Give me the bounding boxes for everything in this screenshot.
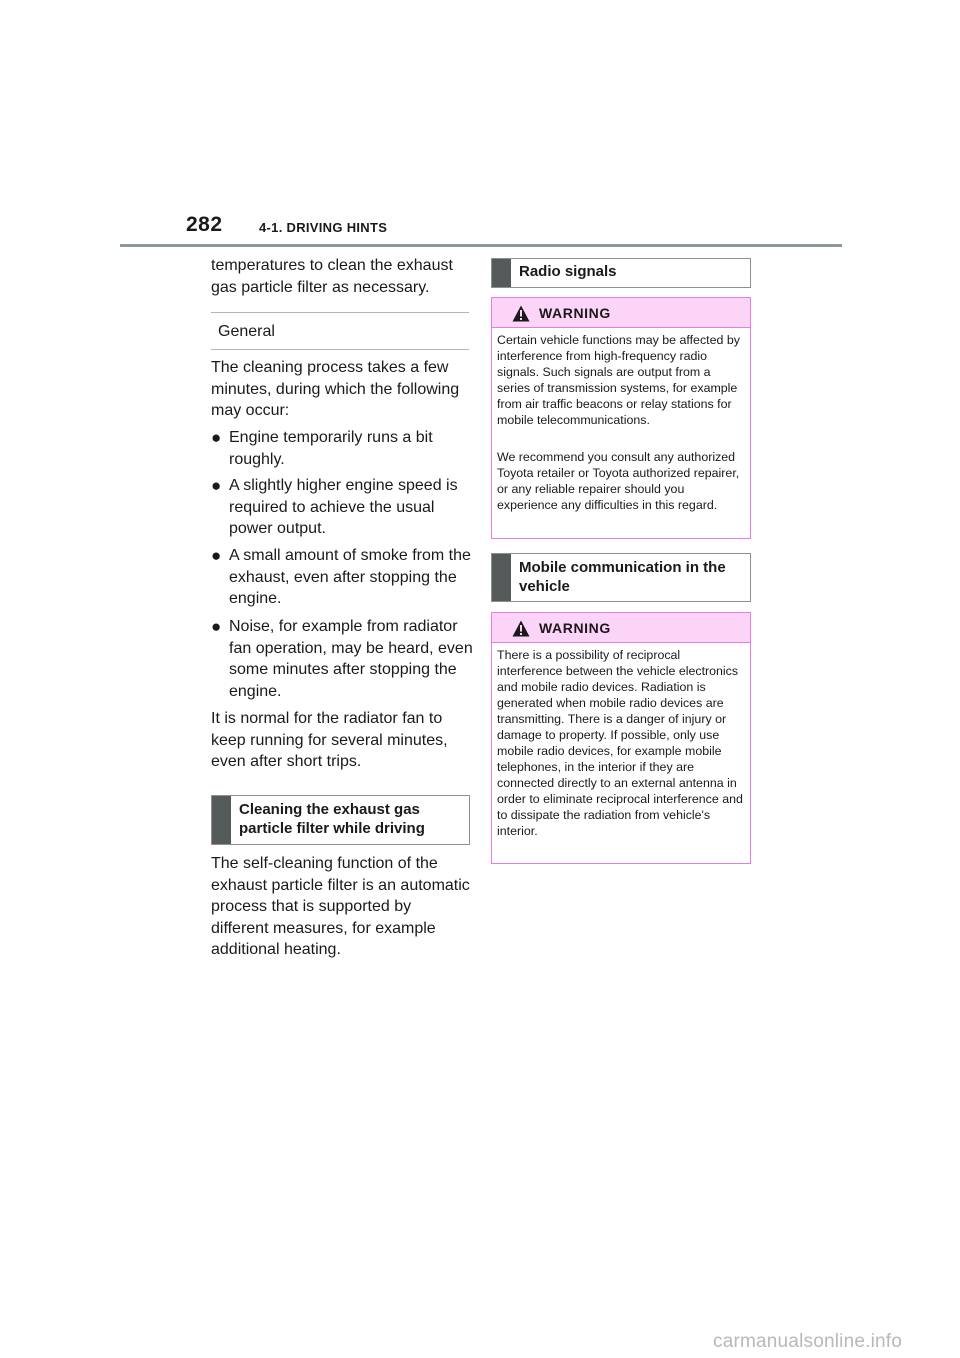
heading-accent-bar xyxy=(212,796,231,844)
bullet-text: A small amount of smoke from the exhaust, even after stopping the engine. xyxy=(229,547,471,607)
warning-header xyxy=(492,298,750,328)
header-divider xyxy=(120,244,842,247)
bullet-item xyxy=(211,616,473,704)
bullet-text: Noise, for example from radiator fan operation, may be heard, even some minutes after stopping the engine. xyxy=(229,618,473,700)
general-subheading-label: General xyxy=(218,323,275,340)
bullet-icon: ● xyxy=(211,476,222,495)
warning-title: WARNING xyxy=(539,620,611,636)
cleaning-while-driving-heading xyxy=(211,795,470,845)
mobile-warning-box xyxy=(491,612,751,864)
bullet-text: A slightly higher engine speed is required to achieve the usual power output. xyxy=(229,477,458,537)
bullet-item xyxy=(211,475,473,541)
heading-label: Mobile communication in the vehicle xyxy=(519,559,726,595)
section-title: 4-1. DRIVING HINTS xyxy=(259,220,388,235)
bullet-text: Engine temporarily runs a bit roughly. xyxy=(229,429,433,468)
page-number: 282 xyxy=(186,213,223,236)
bullet-item xyxy=(211,545,473,611)
radio-warning-box xyxy=(491,297,751,539)
warning-header xyxy=(492,613,750,643)
intro-paragraph: temperatures to clean the exhaust gas particle filter as necessary. xyxy=(211,257,453,296)
warning-icon xyxy=(512,305,530,322)
mobile-communication-heading xyxy=(491,553,751,602)
watermark: carmanualsonline.info xyxy=(713,1331,903,1352)
general-subheading xyxy=(211,312,469,350)
warning-icon xyxy=(512,620,530,637)
heading-accent-bar xyxy=(492,259,511,287)
radio-signals-heading xyxy=(491,258,751,288)
radiator-fan-paragraph: It is normal for the radiator fan to keep running for several minutes, even after short trips. xyxy=(211,710,448,770)
heading-accent-bar xyxy=(492,554,511,601)
warning-paragraph: We recommend you consult any authorized Toyota retailer or Toyota authorized repairer, or any reliable repairer should you experience any difficulties in this regard. xyxy=(497,450,740,512)
bullet-icon: ● xyxy=(211,617,222,636)
bullet-icon: ● xyxy=(211,428,222,447)
bullet-icon: ● xyxy=(211,546,222,565)
bullet-item xyxy=(211,427,473,471)
warning-paragraph: There is a possibility of reciprocal interference between the vehicle electronics and mobile radio devices. Radiation is generated when mobile radio devices are transmitting. There is a danger of injury or damage to property. If possible, only use mobile radio devices, for example mobile telephones, in the interior if they are connected directly to an external antenna in order to eliminate reciprocal interference and to dissipate the radiation from vehicle's interior. xyxy=(497,648,743,838)
heading-label: Radio signals xyxy=(519,263,617,280)
warning-paragraph: Certain vehicle functions may be affected by interference from high-frequency radio signals. Such signals are output from a series of transmission systems, for example from air traffic beacons or relay stations for mobile telecommunications. xyxy=(497,333,740,427)
cleaning-process-paragraph: The cleaning process takes a few minutes, during which the following may occur: xyxy=(211,359,460,419)
warning-title: WARNING xyxy=(539,305,611,321)
heading-label: Cleaning the exhaust gas particle filter while driving xyxy=(239,801,425,837)
self-cleaning-paragraph: The self-cleaning function of the exhaust particle filter is an automatic process that is supported by different measures, for example additional heating. xyxy=(211,855,470,958)
